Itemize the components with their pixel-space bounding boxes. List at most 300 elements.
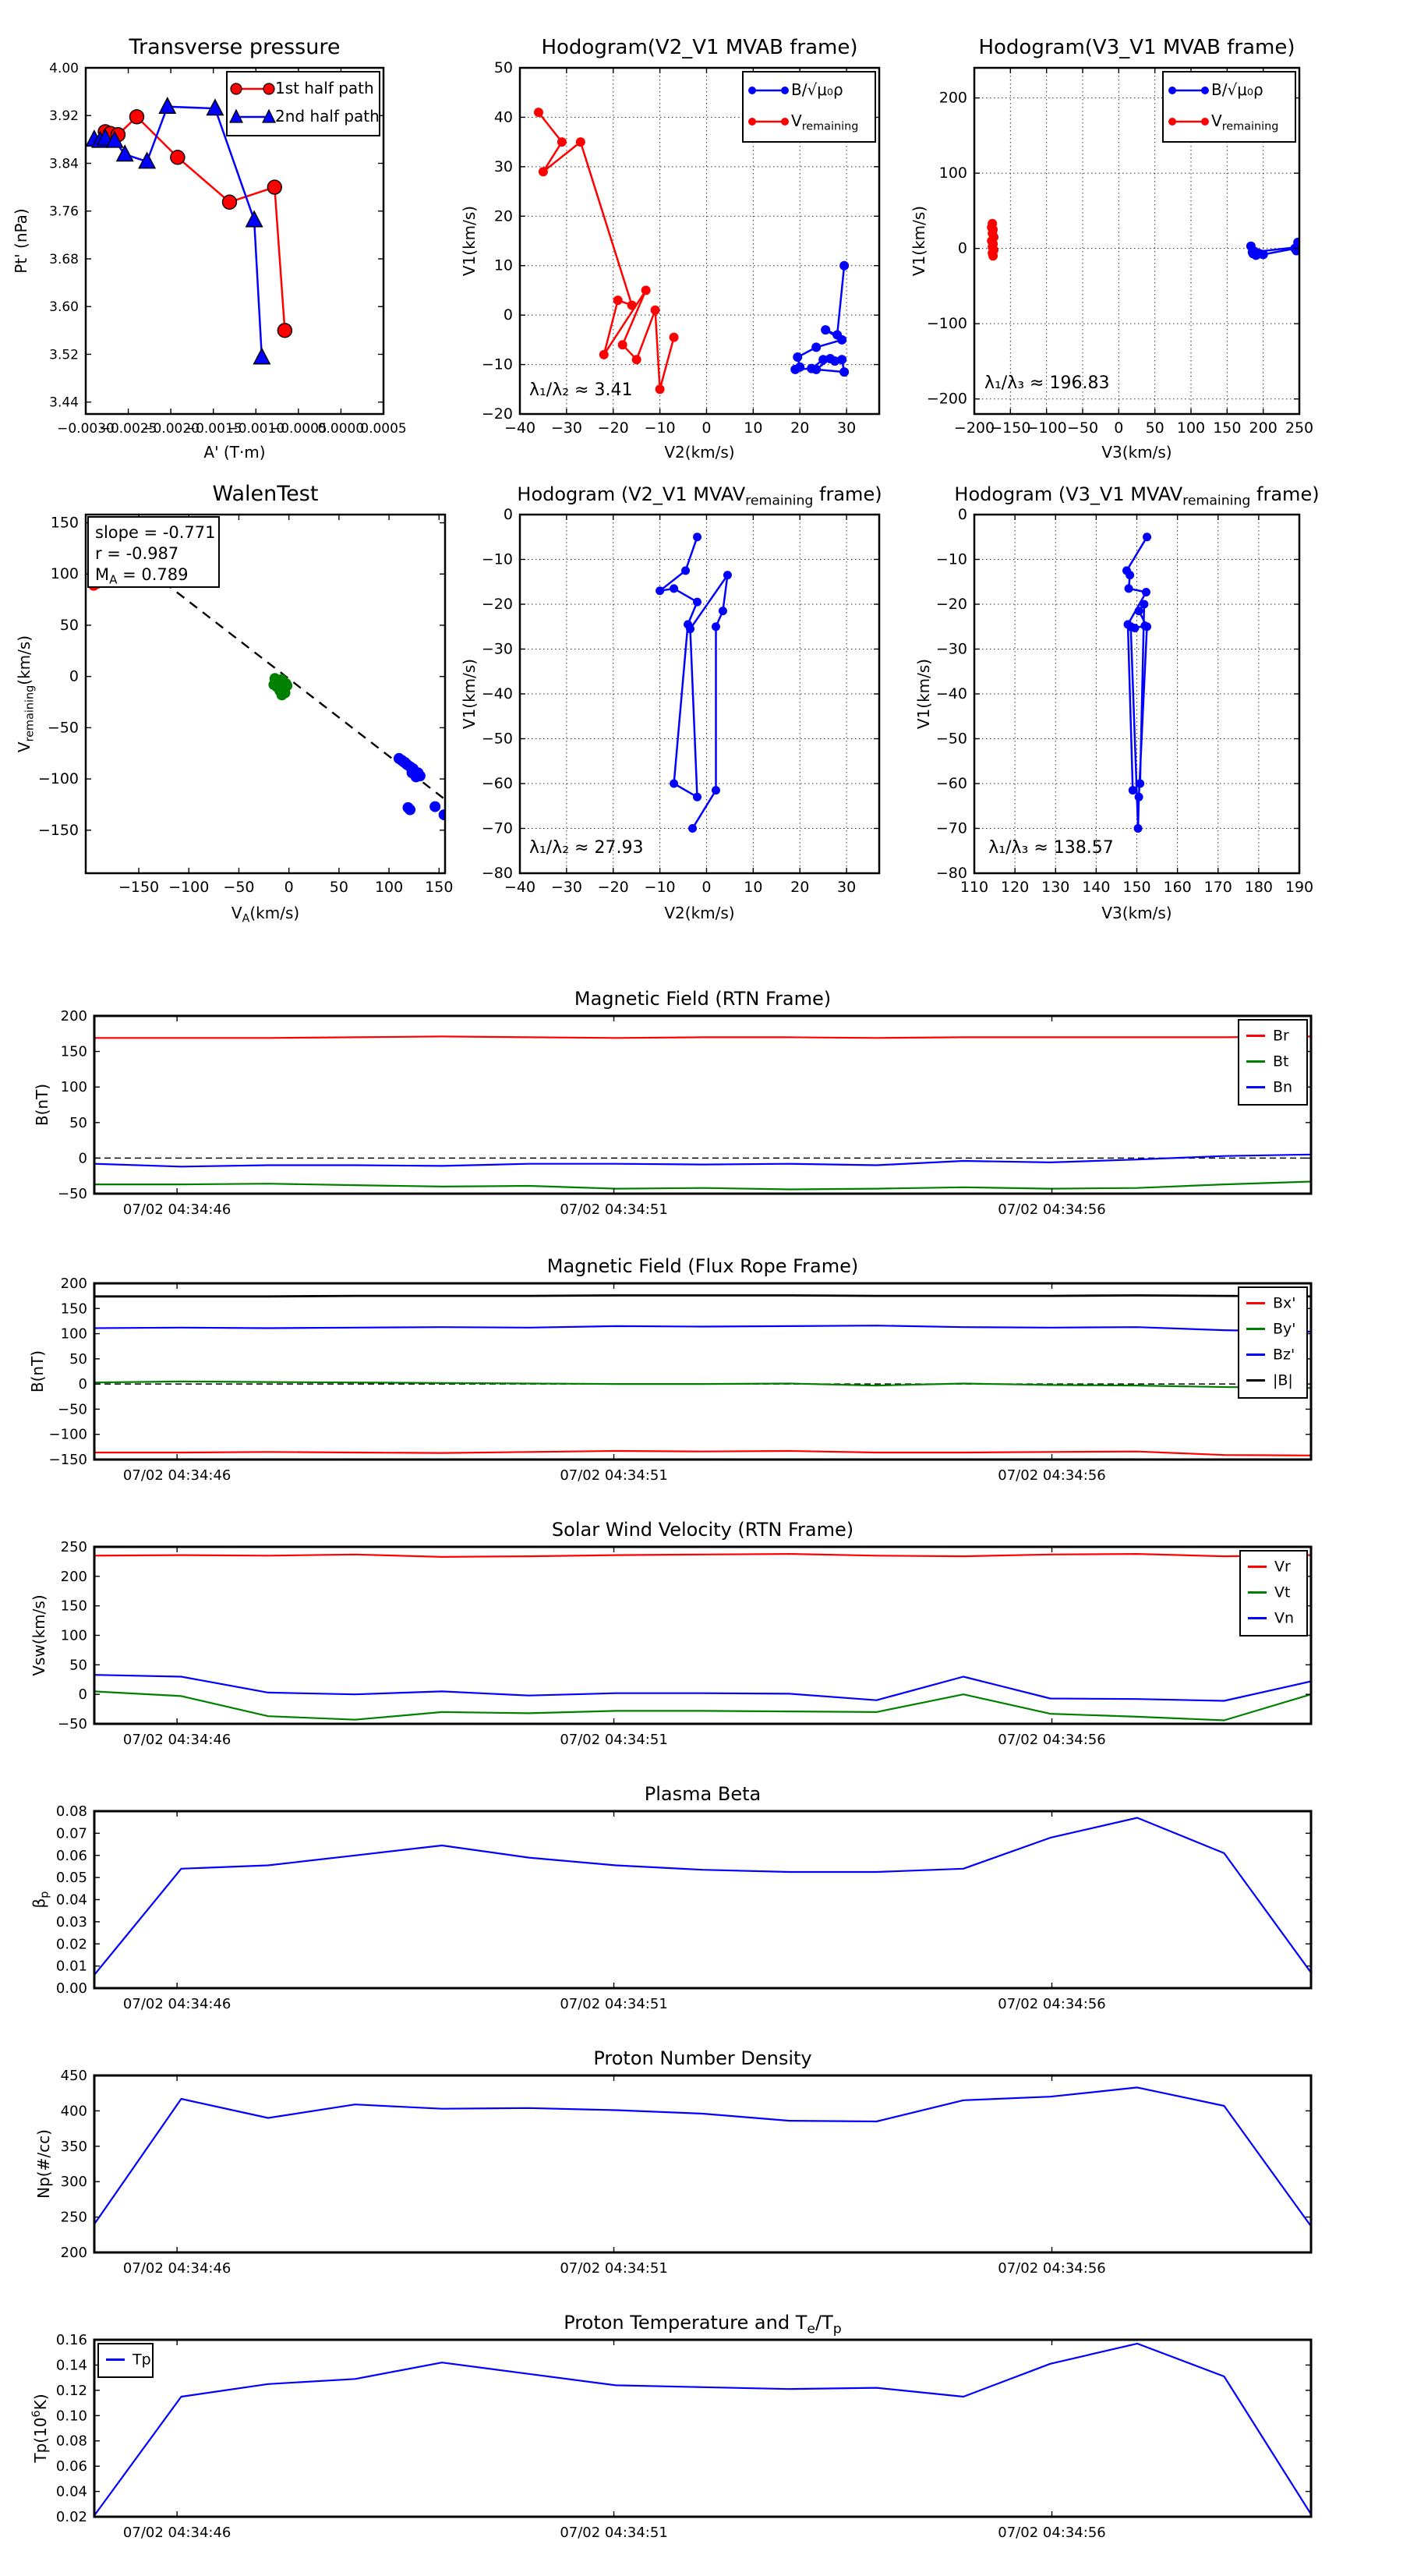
y-tick-label: 50 bbox=[493, 59, 513, 76]
x-tick-label: −100 bbox=[1026, 419, 1067, 437]
x-tick-label: 07/02 04:34:46 bbox=[122, 2525, 231, 2541]
legend-label: B/√μ₀ρ bbox=[1211, 80, 1263, 99]
axes-border bbox=[94, 1283, 1311, 1460]
series-v-remaining-hodogram bbox=[656, 533, 732, 833]
x-tick-label: −0.0015 bbox=[184, 421, 242, 437]
y-tick-label: 150 bbox=[60, 1043, 87, 1060]
x-tick-label: −0.0020 bbox=[142, 421, 200, 437]
marker bbox=[651, 306, 660, 315]
marker bbox=[712, 622, 720, 631]
series-B-over-sqrt-mu0rho bbox=[790, 261, 849, 377]
x-tick-label: −200 bbox=[953, 419, 995, 437]
x-tick-label: 0 bbox=[702, 419, 712, 437]
series-V-remaining bbox=[534, 108, 679, 394]
legend-label: $V_{remaining}$ bbox=[1211, 111, 1279, 133]
series-second-half-scatter bbox=[394, 753, 450, 820]
y-tick-label: −60 bbox=[935, 775, 967, 792]
marker bbox=[1126, 571, 1134, 579]
marker bbox=[1129, 786, 1137, 794]
series-2nd-half-path bbox=[87, 98, 270, 364]
y-axis-label: B(nT) bbox=[33, 1083, 51, 1127]
x-tick-label: 20 bbox=[790, 879, 810, 896]
marker bbox=[267, 180, 281, 194]
marker bbox=[656, 384, 665, 394]
marker bbox=[670, 780, 678, 788]
legend-label: 1st half path bbox=[275, 79, 374, 97]
legend-label: Tp bbox=[133, 2351, 151, 2369]
x-tick-label: 07/02 04:34:56 bbox=[998, 1201, 1106, 1218]
y-tick-label: 100 bbox=[60, 1627, 87, 1644]
series-line bbox=[94, 1451, 1311, 1456]
x-tick-label: −30 bbox=[550, 419, 582, 437]
marker bbox=[599, 350, 609, 359]
series-line bbox=[94, 1036, 1311, 1038]
series-line bbox=[94, 1155, 1311, 1167]
y-tick-label: 200 bbox=[60, 1008, 87, 1024]
y-tick-label: 0.04 bbox=[55, 1891, 87, 1909]
chart-hodogram-v3v1-mvab bbox=[910, 36, 1313, 462]
series-Bx-prime bbox=[94, 1451, 1311, 1456]
y-tick-label: 0.16 bbox=[55, 2332, 87, 2348]
chart-proton-number-density bbox=[34, 2047, 1311, 2277]
chart-title: Solar Wind Velocity (RTN Frame) bbox=[551, 1519, 854, 1541]
y-tick-label: 150 bbox=[50, 514, 79, 532]
marker bbox=[1140, 621, 1149, 630]
marker bbox=[632, 355, 641, 364]
y-tick-label: 40 bbox=[493, 108, 513, 126]
axes-border bbox=[94, 2340, 1311, 2517]
y-tick-label: 3.52 bbox=[49, 347, 79, 363]
y-tick-label: −150 bbox=[37, 821, 79, 839]
x-axis-label: V2(km/s) bbox=[664, 443, 735, 462]
y-tick-label: 20 bbox=[493, 207, 513, 225]
chart-title: Magnetic Field (Flux Rope Frame) bbox=[546, 1255, 859, 1277]
marker bbox=[415, 770, 426, 781]
y-tick-label: 0 bbox=[78, 1150, 87, 1167]
series-line bbox=[539, 112, 674, 389]
chart-title: Magnetic Field (RTN Frame) bbox=[574, 988, 832, 1010]
marker bbox=[1259, 249, 1268, 259]
marker bbox=[641, 285, 651, 295]
y-tick-label: −200 bbox=[926, 390, 967, 408]
x-tick-label: 0 bbox=[702, 879, 712, 896]
x-axis-label: A' (T·m) bbox=[203, 443, 266, 462]
y-tick-label: 0.08 bbox=[55, 1803, 87, 1820]
y-tick-label: 0.10 bbox=[55, 2408, 87, 2425]
x-tick-label: −0.0025 bbox=[99, 421, 157, 437]
axes-border bbox=[94, 2075, 1311, 2252]
marker bbox=[988, 251, 998, 260]
chart-title: Hodogram (V3_V1 $MVAV_{remaining}$ frame) bbox=[954, 483, 1320, 509]
chart-title: Proton Number Density bbox=[593, 2047, 812, 2069]
x-tick-label: 07/02 04:34:46 bbox=[122, 1732, 231, 1748]
y-tick-label: −50 bbox=[935, 730, 967, 748]
x-tick-label: 170 bbox=[1203, 879, 1232, 896]
marker bbox=[790, 365, 800, 374]
marker bbox=[1135, 607, 1143, 615]
y-tick-label: 250 bbox=[60, 1539, 87, 1555]
x-tick-label: 150 bbox=[1122, 879, 1151, 896]
y-tick-label: 300 bbox=[60, 2174, 87, 2191]
x-tick-label: 50 bbox=[329, 879, 348, 896]
y-tick-label: 0 bbox=[503, 306, 513, 324]
y-tick-label: 50 bbox=[69, 1657, 87, 1674]
x-tick-label: 0.0000 bbox=[317, 421, 365, 437]
series-Vt bbox=[94, 1691, 1311, 1720]
y-tick-label: 100 bbox=[60, 1079, 87, 1096]
chart-hodogram-v3v1-mvav bbox=[914, 483, 1320, 922]
y-tick-label: −50 bbox=[47, 719, 79, 737]
series-line bbox=[94, 1554, 1311, 1557]
marker bbox=[719, 607, 727, 615]
marker bbox=[839, 367, 849, 377]
marker bbox=[1134, 824, 1143, 833]
marker bbox=[268, 679, 279, 690]
x-tick-label: 10 bbox=[744, 879, 763, 896]
y-tick-label: 0.06 bbox=[55, 2458, 87, 2475]
y-tick-label: 50 bbox=[69, 1114, 87, 1131]
y-tick-label: 100 bbox=[60, 1325, 87, 1343]
y-tick-label: 200 bbox=[60, 2245, 87, 2261]
x-tick-label: 30 bbox=[836, 879, 857, 896]
series-Vr bbox=[94, 1554, 1311, 1557]
y-axis-label: $\beta_p$ bbox=[30, 1891, 51, 1909]
chart-title: Transverse pressure bbox=[129, 35, 341, 59]
y-tick-label: 0.08 bbox=[55, 2433, 87, 2450]
series-line bbox=[94, 1182, 1311, 1190]
marker bbox=[1136, 780, 1144, 788]
y-tick-label: 30 bbox=[493, 157, 513, 175]
legend-marker bbox=[781, 87, 789, 94]
x-tick-label: −10 bbox=[644, 419, 676, 437]
legend-marker bbox=[748, 118, 756, 126]
y-tick-label: −100 bbox=[926, 315, 967, 333]
chart-solar-wind-velocity bbox=[30, 1519, 1311, 1748]
marker bbox=[723, 571, 732, 579]
x-tick-label: 20 bbox=[790, 419, 810, 437]
marker bbox=[811, 342, 821, 352]
legend-label: Br bbox=[1273, 1027, 1289, 1045]
y-tick-label: 250 bbox=[60, 2209, 87, 2226]
y-tick-label: 0.02 bbox=[55, 1936, 87, 1953]
y-tick-label: 0.07 bbox=[55, 1825, 87, 1842]
marker bbox=[1135, 793, 1143, 801]
y-tick-label: −100 bbox=[48, 1426, 87, 1443]
legend-marker bbox=[231, 83, 242, 94]
marker bbox=[837, 355, 846, 364]
y-tick-label: 3.76 bbox=[49, 203, 79, 220]
x-tick-label: −100 bbox=[168, 879, 210, 896]
marker bbox=[1248, 247, 1257, 257]
series-Np bbox=[94, 2087, 1311, 2226]
legend-label: |B| bbox=[1273, 1371, 1293, 1389]
y-tick-label: 3.44 bbox=[49, 395, 79, 411]
chart-hodogram-v2v1-mvav bbox=[460, 483, 882, 922]
legend-label: Bn bbox=[1273, 1078, 1293, 1096]
x-tick-label: 07/02 04:34:56 bbox=[998, 1467, 1106, 1484]
x-tick-label: 07/02 04:34:56 bbox=[998, 1732, 1106, 1748]
marker bbox=[1125, 584, 1133, 593]
series-line bbox=[94, 1818, 1311, 1976]
y-axis-label: V1(km/s) bbox=[914, 658, 933, 730]
y-tick-label: −20 bbox=[481, 596, 513, 613]
x-tick-label: 07/02 04:34:56 bbox=[998, 2525, 1106, 2541]
series-line bbox=[94, 1325, 1311, 1332]
x-tick-label: −0.0030 bbox=[57, 421, 115, 437]
marker bbox=[656, 586, 664, 595]
marker bbox=[670, 333, 679, 342]
y-axis-label: V1(km/s) bbox=[460, 658, 479, 730]
marker bbox=[712, 786, 720, 794]
y-tick-label: 3.92 bbox=[49, 108, 79, 125]
legend-label: Vt bbox=[1274, 1583, 1291, 1601]
series-center-scatter bbox=[268, 673, 292, 700]
x-tick-label: −150 bbox=[990, 419, 1031, 437]
marker bbox=[693, 598, 702, 607]
x-tick-label: 07/02 04:34:51 bbox=[560, 1732, 668, 1748]
x-tick-label: −40 bbox=[504, 879, 536, 896]
legend-label: B/√μ₀ρ bbox=[791, 80, 843, 99]
legend-label: By' bbox=[1273, 1320, 1296, 1338]
series-V-remaining bbox=[987, 219, 998, 261]
y-tick-label: −30 bbox=[935, 640, 967, 658]
infobox-line: r = -0.987 bbox=[95, 544, 179, 563]
x-tick-label: −0.0005 bbox=[269, 421, 327, 437]
y-tick-label: −50 bbox=[58, 1186, 87, 1202]
y-tick-label: −60 bbox=[481, 775, 513, 792]
chart-magnetic-field-flux-rope bbox=[28, 1255, 1311, 1484]
y-tick-label: 150 bbox=[60, 1598, 87, 1615]
marker bbox=[681, 566, 690, 575]
y-tick-label: −150 bbox=[48, 1452, 87, 1468]
y-tick-label: 3.60 bbox=[49, 299, 79, 316]
series-Bt bbox=[94, 1182, 1311, 1190]
legend-label: Vr bbox=[1274, 1558, 1291, 1576]
chart-title: Hodogram(V3_V1 MVAB frame) bbox=[978, 36, 1295, 59]
marker bbox=[618, 340, 627, 349]
y-axis-label: $V_{remaining}(km/s)$ bbox=[15, 635, 37, 753]
legend-label: Vn bbox=[1274, 1609, 1295, 1627]
y-tick-label: −80 bbox=[481, 865, 513, 882]
x-tick-label: −30 bbox=[550, 879, 582, 896]
x-tick-label: 100 bbox=[1176, 419, 1206, 437]
y-tick-label: 0.03 bbox=[55, 1913, 87, 1930]
chart-title: WalenTest bbox=[212, 482, 319, 506]
legend-label: Bt bbox=[1273, 1053, 1289, 1070]
y-tick-label: 0 bbox=[69, 667, 79, 685]
legend-marker bbox=[1201, 87, 1209, 94]
x-tick-label: 07/02 04:34:46 bbox=[122, 2260, 231, 2277]
y-tick-label: 0.01 bbox=[55, 1958, 87, 1975]
x-tick-label: 200 bbox=[1249, 419, 1278, 437]
legend-marker bbox=[781, 118, 789, 126]
legend-marker bbox=[1168, 118, 1176, 126]
y-tick-label: −70 bbox=[481, 819, 513, 837]
marker bbox=[839, 261, 849, 271]
chart-magnetic-field-rtn bbox=[33, 988, 1311, 1218]
x-tick-label: −150 bbox=[118, 879, 160, 896]
x-axis-label: $V_A(km/s)$ bbox=[231, 904, 300, 925]
chart-transverse-pressure bbox=[12, 35, 407, 462]
y-axis-label: Np(#/cc) bbox=[34, 2129, 53, 2199]
chart-title: Hodogram (V2_V1 $MVAV_{remaining}$ frame) bbox=[517, 483, 882, 509]
y-tick-label: 10 bbox=[493, 257, 513, 274]
y-tick-label: 0 bbox=[503, 506, 513, 523]
marker bbox=[539, 167, 548, 176]
series-line bbox=[94, 1382, 1311, 1388]
x-tick-label: −0.0010 bbox=[227, 421, 285, 437]
marker bbox=[837, 335, 846, 345]
x-tick-label: −20 bbox=[597, 419, 629, 437]
y-tick-label: 350 bbox=[60, 2138, 87, 2155]
y-tick-label: −50 bbox=[58, 1716, 87, 1732]
y-tick-label: −100 bbox=[37, 770, 79, 788]
y-tick-label: −10 bbox=[481, 356, 513, 373]
marker bbox=[576, 137, 585, 147]
x-tick-label: 07/02 04:34:56 bbox=[998, 2260, 1106, 2277]
y-tick-label: 3.68 bbox=[49, 251, 79, 267]
series-Tp bbox=[94, 2344, 1311, 2516]
marker bbox=[613, 295, 623, 305]
x-tick-label: 10 bbox=[744, 419, 763, 437]
y-tick-label: −70 bbox=[935, 819, 967, 837]
y-tick-label: 200 bbox=[938, 89, 967, 107]
legend-marker bbox=[748, 87, 756, 94]
x-tick-label: 07/02 04:34:51 bbox=[560, 2525, 668, 2541]
series-line bbox=[94, 1296, 1311, 1297]
y-axis-label: $Tp(10^6K)$ bbox=[30, 2394, 50, 2463]
marker bbox=[793, 352, 802, 362]
y-tick-label: 0 bbox=[957, 239, 967, 257]
annotation: λ₁/λ₃ ≈ 196.83 bbox=[984, 373, 1110, 394]
y-tick-label: 0 bbox=[78, 1686, 87, 1704]
series-line bbox=[94, 1691, 1311, 1720]
marker bbox=[557, 137, 567, 147]
y-tick-label: 0.14 bbox=[55, 2357, 87, 2374]
chart-walen-test bbox=[15, 482, 453, 925]
x-tick-label: 0.0005 bbox=[360, 421, 407, 437]
y-tick-label: 200 bbox=[60, 1276, 87, 1292]
marker bbox=[825, 354, 835, 363]
marker bbox=[1143, 533, 1151, 541]
axes-border bbox=[94, 1811, 1311, 1988]
x-tick-label: 50 bbox=[1145, 419, 1164, 437]
y-tick-label: −10 bbox=[481, 550, 513, 568]
x-axis-label: V3(km/s) bbox=[1101, 443, 1172, 462]
x-tick-label: 150 bbox=[425, 879, 454, 896]
y-tick-label: −80 bbox=[935, 865, 967, 882]
series-Bz-prime bbox=[94, 1325, 1311, 1332]
y-tick-label: 100 bbox=[938, 165, 967, 182]
x-tick-label: 100 bbox=[374, 879, 404, 896]
x-tick-label: 250 bbox=[1285, 419, 1314, 437]
legend-label: Bz' bbox=[1273, 1346, 1295, 1364]
marker bbox=[1130, 624, 1139, 632]
marker bbox=[686, 625, 694, 633]
x-tick-label: −40 bbox=[504, 419, 536, 437]
x-tick-label: −20 bbox=[597, 879, 629, 896]
marker bbox=[1140, 600, 1148, 609]
y-tick-label: 50 bbox=[69, 1350, 87, 1368]
series-line bbox=[94, 1675, 1311, 1700]
chart-plasma-beta bbox=[30, 1783, 1311, 2012]
y-tick-label: 0.05 bbox=[55, 1870, 87, 1887]
y-tick-label: 200 bbox=[60, 1568, 87, 1585]
x-tick-label: 0 bbox=[284, 879, 294, 896]
marker bbox=[171, 150, 185, 165]
x-tick-label: 120 bbox=[1000, 879, 1030, 896]
marker bbox=[534, 108, 543, 117]
x-tick-label: −50 bbox=[1066, 419, 1099, 437]
chart-hodogram-v2v1-mvab bbox=[460, 36, 879, 462]
y-tick-label: 0 bbox=[78, 1376, 87, 1393]
legend-label: 2nd half path bbox=[275, 107, 380, 126]
marker bbox=[277, 689, 288, 700]
marker bbox=[439, 809, 450, 820]
marker bbox=[693, 533, 702, 541]
marker bbox=[159, 98, 175, 114]
y-axis-label: B(nT) bbox=[28, 1350, 47, 1393]
y-axis-label: V1(km/s) bbox=[460, 205, 479, 277]
y-tick-label: −10 bbox=[935, 550, 967, 568]
y-axis-label: Vsw(km/s) bbox=[30, 1594, 48, 1676]
legend-label: $V_{remaining}$ bbox=[791, 111, 859, 133]
y-tick-label: 3.84 bbox=[49, 156, 79, 172]
chart-title: Hodogram(V2_V1 MVAB frame) bbox=[541, 36, 858, 59]
y-tick-label: −20 bbox=[481, 405, 513, 423]
x-tick-label: 07/02 04:34:46 bbox=[122, 1467, 231, 1484]
x-tick-label: −50 bbox=[223, 879, 255, 896]
y-tick-label: 4.00 bbox=[49, 61, 79, 76]
y-tick-label: 50 bbox=[59, 616, 79, 634]
y-tick-label: 100 bbox=[50, 565, 79, 583]
marker bbox=[129, 110, 143, 124]
series-Vn bbox=[94, 1675, 1311, 1700]
x-tick-label: 150 bbox=[1213, 419, 1242, 437]
series-beta-p bbox=[94, 1818, 1311, 1976]
marker bbox=[254, 349, 270, 364]
x-tick-label: 07/02 04:34:56 bbox=[998, 1996, 1106, 2012]
x-tick-label: 07/02 04:34:46 bbox=[122, 1201, 231, 1218]
y-tick-label: −20 bbox=[935, 596, 967, 613]
x-tick-label: 180 bbox=[1244, 879, 1274, 896]
series-1st-half-path bbox=[98, 110, 292, 338]
series-Bn bbox=[94, 1155, 1311, 1167]
marker bbox=[405, 805, 415, 816]
legend-marker bbox=[1201, 118, 1209, 126]
marker bbox=[222, 195, 236, 209]
annotation: λ₁/λ₂ ≈ 3.41 bbox=[528, 380, 633, 400]
marker bbox=[429, 801, 440, 812]
x-tick-label: 0 bbox=[1114, 419, 1124, 437]
marker bbox=[688, 824, 697, 833]
x-tick-label: 30 bbox=[836, 419, 857, 437]
legend-marker bbox=[263, 83, 274, 94]
x-tick-label: 07/02 04:34:51 bbox=[560, 1467, 668, 1484]
series-By-prime bbox=[94, 1382, 1311, 1388]
chart-proton-temperature bbox=[30, 2312, 1311, 2541]
y-tick-label: 0 bbox=[957, 506, 967, 523]
axes-border bbox=[94, 1547, 1311, 1724]
x-tick-label: 110 bbox=[959, 879, 989, 896]
y-tick-label: 0.06 bbox=[55, 1847, 87, 1864]
x-tick-label: 07/02 04:34:46 bbox=[122, 1996, 231, 2012]
marker bbox=[627, 300, 637, 310]
x-tick-label: 190 bbox=[1285, 879, 1314, 896]
marker bbox=[811, 365, 821, 374]
axes-border bbox=[94, 1016, 1311, 1194]
y-tick-label: −40 bbox=[935, 685, 967, 702]
